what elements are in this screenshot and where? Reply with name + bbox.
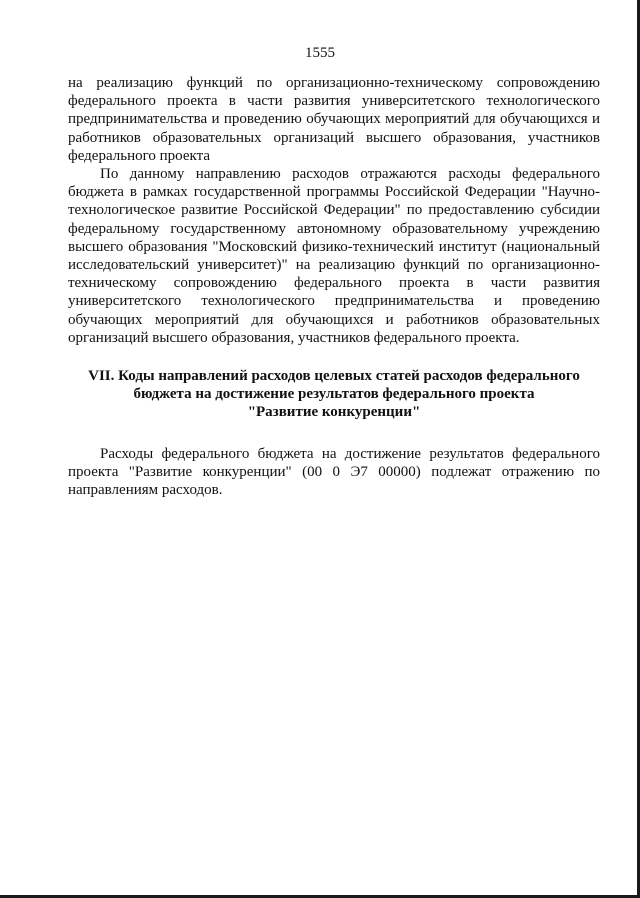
page-number: 1555 — [305, 45, 335, 61]
section-heading — [68, 367, 600, 421]
section-heading-line-3: "Развитие конкуренции" — [247, 404, 421, 421]
paragraph-expense-direction: По данному направлению расходов отражаются расходы федерального бюджета в рамках государственной программы Российской Федерации "Научно-технологическое развитие Российской Федерации" по предоставлению субсидии федеральному государственному автономному образовательному учреждению высшего образования "Московский физико-технический институт (национальный исследовательский университет)" на реализацию функций по организационно-техническому сопровождению федерального проекта в части развития университетского технологического предпринимательства и проведению обучающих мероприятий для обучающихся и работников образовательных организаций высшего образования, участников федерального проекта. — [68, 166, 600, 346]
paragraph-continuation: на реализацию функций по организационно-техническому сопровождению федерального проекта в части развития университетского технологического предпринимательства и проведению обучающих мероприятий для обучающихся и работников образовательных организаций высшего образования, участников федерального проекта — [68, 75, 600, 164]
section-heading-line-2: бюджета на достижение результатов федерального проекта — [133, 386, 535, 403]
paragraph-competition-project: Расходы федерального бюджета на достижение результатов федерального проекта "Развитие конкуренции" (00 0 Э7 00000) подлежат отражению по направлениям расходов. — [68, 446, 600, 499]
section-heading-line-1: VII. Коды направлений расходов целевых статей расходов федерального — [88, 368, 580, 385]
document-body — [68, 74, 600, 500]
